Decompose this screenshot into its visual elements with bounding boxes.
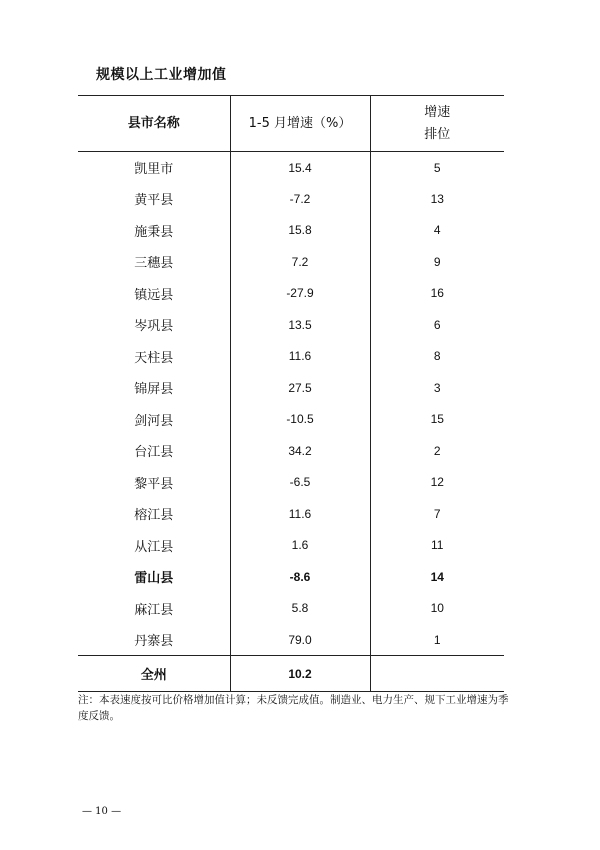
- growth-value: -6.5: [230, 467, 370, 499]
- rank-value: 16: [370, 278, 504, 310]
- rank-value: 1: [370, 624, 504, 656]
- table-row: [78, 152, 504, 184]
- rank-value: 15: [370, 404, 504, 436]
- growth-value: 1.6: [230, 530, 370, 562]
- header-rank: [370, 96, 504, 152]
- rank-value: 3: [370, 372, 504, 404]
- growth-value: 79.0: [230, 624, 370, 656]
- table-header-row: [78, 96, 504, 152]
- county-name: 黄平县: [134, 193, 174, 209]
- growth-value: -8.6: [230, 561, 370, 593]
- page-number: — 10 —: [82, 806, 122, 817]
- table-row: [78, 309, 504, 341]
- county-name: 三穗县: [134, 256, 174, 272]
- table-footnote: 注：本表速度按可比价格增加值计算；未反馈完成值。制造业、电力生产、规下工业增速为季度反馈。: [78, 694, 509, 722]
- county-name: 麻江县: [134, 602, 174, 618]
- header-growth: 1-5 月增速（%）: [230, 96, 370, 152]
- table-row: [78, 341, 504, 373]
- table-title: 规模以上工业增加值: [96, 67, 227, 83]
- table-row: [78, 467, 504, 499]
- table-row: [78, 498, 504, 530]
- rank-value: 6: [370, 309, 504, 341]
- table-row: [78, 183, 504, 215]
- growth-value: 7.2: [230, 246, 370, 278]
- county-name: 雷山县: [134, 571, 174, 587]
- rank-value: 2: [370, 435, 504, 467]
- header-county-name: 县市名称: [127, 115, 180, 131]
- table-row: [78, 372, 504, 404]
- growth-value: -27.9: [230, 278, 370, 310]
- growth-value: 5.8: [230, 593, 370, 625]
- growth-value: 11.6: [230, 498, 370, 530]
- table-total-row: [78, 656, 504, 692]
- growth-value: 11.6: [230, 341, 370, 373]
- county-name: 镇远县: [134, 287, 174, 303]
- rank-value: 10: [370, 593, 504, 625]
- rank-value: 13: [370, 183, 504, 215]
- rank-value: 14: [370, 561, 504, 593]
- county-name: 岑巩县: [134, 319, 174, 335]
- table-row: [78, 246, 504, 278]
- total-growth-value: 10.2: [230, 656, 370, 692]
- rank-value: 11: [370, 530, 504, 562]
- table-row: [78, 278, 504, 310]
- rank-value: 4: [370, 215, 504, 247]
- rank-value: 9: [370, 246, 504, 278]
- growth-value: 13.5: [230, 309, 370, 341]
- rank-value: 8: [370, 341, 504, 373]
- growth-value: 15.4: [230, 152, 370, 184]
- county-name: 台江县: [134, 445, 174, 461]
- rank-value: 5: [370, 152, 504, 184]
- county-name: 从江县: [134, 539, 174, 555]
- growth-value: -10.5: [230, 404, 370, 436]
- table-row: [78, 530, 504, 562]
- header-rank-line1: 增速: [424, 104, 451, 120]
- county-name: 黎平县: [134, 476, 174, 492]
- county-name: 锦屏县: [134, 382, 174, 398]
- growth-value: 34.2: [230, 435, 370, 467]
- header-rank-line2: 排位: [424, 126, 451, 142]
- county-name: 施秉县: [134, 224, 174, 240]
- table-row: [78, 404, 504, 436]
- county-name: 榕江县: [134, 508, 174, 524]
- table-row-highlighted: [78, 561, 504, 593]
- county-name: 凯里市: [134, 162, 174, 177]
- rank-value: 7: [370, 498, 504, 530]
- table-row: [78, 215, 504, 247]
- county-name: 天柱县: [134, 350, 174, 366]
- table-row: [78, 593, 504, 625]
- growth-value: 27.5: [230, 372, 370, 404]
- county-growth-table: [78, 95, 504, 692]
- county-name: 丹寨县: [134, 634, 174, 649]
- table-row: [78, 624, 504, 656]
- county-name: 剑河县: [134, 413, 174, 429]
- total-rank-value: [370, 656, 504, 692]
- growth-value: 15.8: [230, 215, 370, 247]
- rank-value: 12: [370, 467, 504, 499]
- total-name: 全州: [140, 668, 167, 683]
- growth-value: -7.2: [230, 183, 370, 215]
- table-row: [78, 435, 504, 467]
